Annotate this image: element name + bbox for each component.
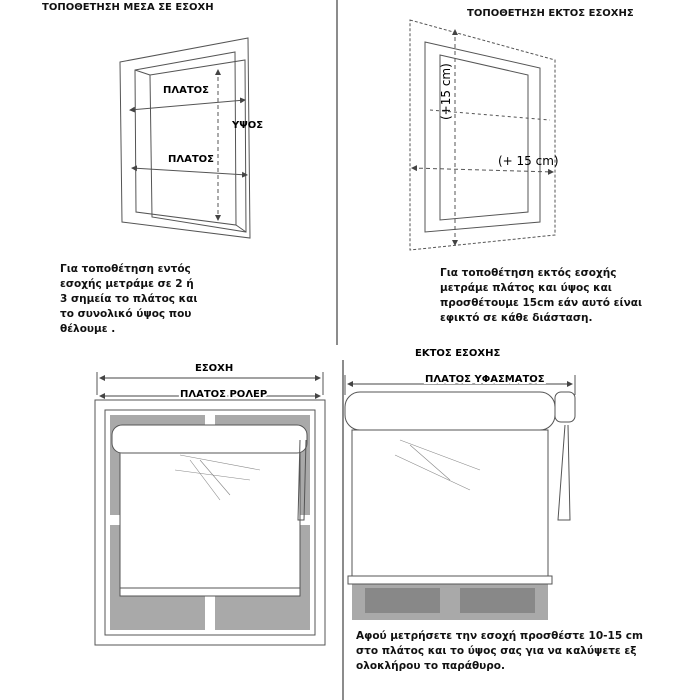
caption-line: εφικτό σε κάθε διάσταση.	[440, 312, 593, 324]
caption-line: στο πλάτος και το ύψος σας για να καλύψετε εξ	[356, 645, 637, 657]
caption-line: 3 σημεία το πλάτος και	[60, 293, 198, 305]
outside-recess-top-heading: ΤΟΠΟΘΕΤΗΣΗ ΕΚΤΟΣ ΕΣΟΧΗΣ	[467, 8, 634, 19]
inside-recess-heading: ΤΟΠΟΘΕΤΗΣΗ ΜΕΣΑ ΣΕ ΕΣΟΧΗ	[42, 2, 214, 13]
caption-line: θέλουμε .	[60, 323, 116, 335]
outside-recess-heading: ΕΚΤΟΣ ΕΣΟΧΗΣ	[415, 348, 501, 359]
caption-line: μετράμε πλάτος και ύψος και	[440, 282, 612, 294]
caption-line: προσθέτουμε 15cm εάν αυτό είναι	[440, 297, 643, 309]
caption-line: εσοχής μετράμε σε 2 ή	[60, 278, 194, 290]
measure-advice-caption	[356, 629, 643, 674]
width-extra-label: (+ 15 cm)	[498, 154, 559, 168]
roller-width-label: ΠΛΑΤΟΣ ΡΟΛΕΡ	[180, 389, 268, 400]
recess-roller-diagram	[95, 372, 325, 645]
outside-recess-caption	[440, 266, 642, 326]
width-label-top: ΠΛΑΤΟΣ	[163, 85, 210, 96]
outside-recess-window-diagram	[410, 20, 555, 250]
recess-heading: ΕΣΟΧΗ	[195, 363, 234, 374]
outside-recess-roller-diagram	[345, 375, 575, 620]
caption-line: Αφού μετρήσετε την εσοχή προσθέστε 10-15 cm	[356, 630, 643, 642]
height-label: ΥΨΟΣ	[232, 120, 264, 131]
caption-line: Για τοποθέτηση εντός	[60, 263, 191, 275]
inside-recess-caption	[60, 262, 197, 337]
height-extra-label: (+15 cm)	[439, 63, 453, 120]
width-label-bottom: ΠΛΑΤΟΣ	[168, 154, 215, 165]
caption-line: ολοκλήρου το παράθυρο.	[356, 660, 505, 672]
fabric-width-label: ΠΛΑΤΟΣ ΥΦΑΣΜΑΤΟΣ	[425, 374, 545, 385]
caption-line: Για τοποθέτηση εκτός εσοχής	[440, 267, 617, 279]
caption-line: το συνολικό ύψος που	[60, 308, 192, 320]
recess-window-diagram	[120, 38, 250, 238]
